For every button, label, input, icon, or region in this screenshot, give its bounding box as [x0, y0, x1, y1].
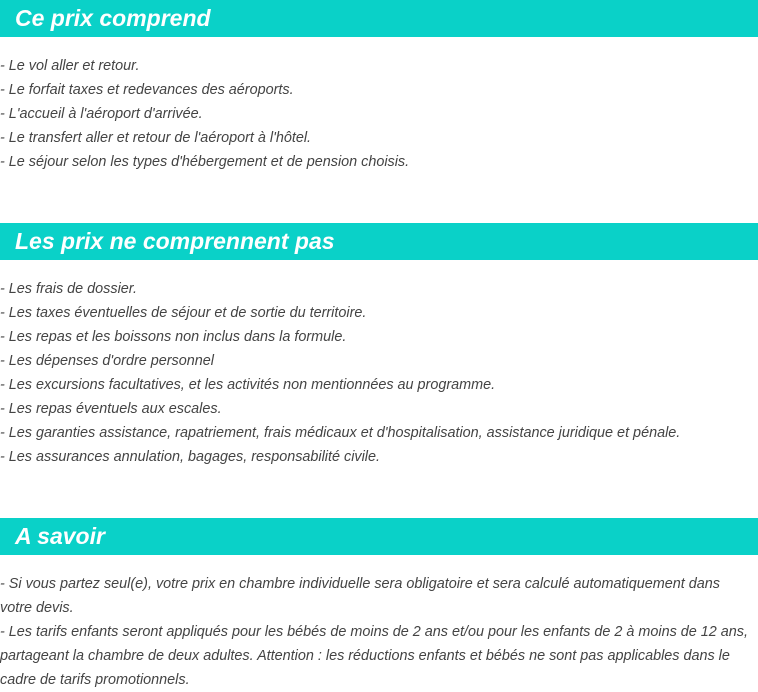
price-excludes-list	[0, 277, 758, 469]
price-excludes-title: Les prix ne comprennent pas	[15, 228, 335, 254]
list-item: - Le séjour selon les types d'hébergement et de pension choisis.	[0, 154, 410, 170]
note-paragraph: - Les tarifs enfants seront appliqués pour les bébés de moins de 2 ans et/ou pour les enfants de 2 à moins de 12 ans, partageant la chambre de deux adultes. Attention : les réductions enfants et bébés ne sont pas applicables dans le cadre de tarifs promotionnels.	[0, 624, 748, 688]
list-item: - Les garanties assistance, rapatriement, frais médicaux et d'hospitalisation, assistance juridique et pénale.	[0, 425, 681, 441]
price-excludes-header	[0, 223, 758, 260]
good-to-know-header	[0, 518, 758, 555]
price-includes-header	[0, 0, 758, 37]
list-item: - Les taxes éventuelles de séjour et de sortie du territoire.	[0, 305, 367, 321]
list-item: - Les excursions facultatives, et les activités non mentionnées au programme.	[0, 377, 496, 393]
list-item: - Les repas éventuels aux escales.	[0, 401, 222, 417]
list-item: - Les assurances annulation, bagages, responsabilité civile.	[0, 449, 380, 465]
price-includes-section	[0, 0, 758, 174]
list-item: - Le transfert aller et retour de l'aéroport à l'hôtel.	[0, 130, 312, 146]
list-item: - L'accueil à l'aéroport d'arrivée.	[0, 106, 203, 122]
price-includes-title: Ce prix comprend	[15, 5, 211, 31]
list-item: - Le vol aller et retour.	[0, 58, 140, 74]
list-item: - Les frais de dossier.	[0, 281, 138, 297]
good-to-know-title: A savoir	[15, 523, 105, 549]
good-to-know-section	[0, 518, 758, 692]
price-excludes-section	[0, 223, 758, 469]
good-to-know-list	[0, 572, 758, 692]
list-item: - Le forfait taxes et redevances des aéroports.	[0, 82, 294, 98]
list-item: - Les dépenses d'ordre personnel	[0, 353, 214, 369]
price-includes-list	[0, 54, 758, 174]
list-item: - Les repas et les boissons non inclus dans la formule.	[0, 329, 347, 345]
note-paragraph: - Si vous partez seul(e), votre prix en chambre individuelle sera obligatoire et sera calculé automatiquement dans votre devis.	[0, 576, 720, 616]
